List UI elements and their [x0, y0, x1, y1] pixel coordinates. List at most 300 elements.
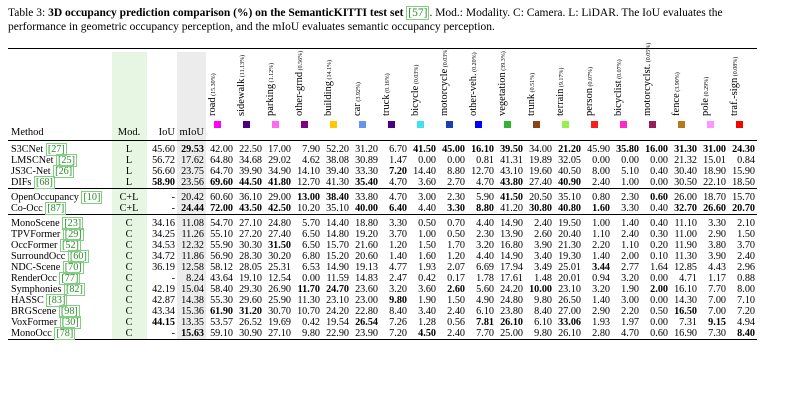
- class-value-cell: 38.08: [326, 155, 349, 166]
- class-value-cell: 24.80: [500, 295, 523, 306]
- class-value-cell: 23.90: [355, 328, 378, 339]
- class-label: [469, 52, 483, 116]
- method-name: OpenOccupancy: [11, 192, 79, 203]
- method-name: VoxFormer: [11, 317, 58, 328]
- class-value-cell: 35.80: [616, 144, 639, 155]
- class-value-cell: 3.80: [708, 240, 726, 251]
- class-value-cell: 17.61: [500, 273, 523, 284]
- class-value-cell: 7.00: [708, 295, 726, 306]
- class-value-cell: 15.70: [326, 240, 349, 251]
- class-value-cell: 1.90: [621, 284, 639, 295]
- rule-cell: [728, 340, 757, 344]
- class-value-cell: 6.10: [476, 306, 494, 317]
- iou-cell: 56.72: [152, 155, 175, 166]
- table-row: [8, 177, 757, 189]
- class-value-cell: 64.80: [210, 155, 233, 166]
- iou-cell: -: [171, 203, 175, 214]
- class-value-cell: 1.93: [592, 317, 610, 328]
- header-class-vegetation: [496, 52, 525, 141]
- class-name: [207, 73, 220, 116]
- class-value-cell: 16.10: [674, 284, 697, 295]
- class-percentage: (3.92%): [355, 82, 362, 104]
- class-value-cell: 29.60: [239, 295, 262, 306]
- class-value-cell: 14.10: [297, 166, 320, 177]
- class-value-cell: 2.60: [534, 229, 552, 240]
- rule-cell: [409, 340, 438, 344]
- class-value-cell: 38.40: [326, 192, 349, 203]
- class-value-cell: 42.00: [210, 144, 233, 155]
- class-value-cell: 17.94: [500, 262, 523, 273]
- rule-cell: [147, 340, 177, 344]
- class-value-cell: 18.70: [703, 192, 726, 203]
- class-value-cell: 41.50: [413, 144, 436, 155]
- class-value-cell: 1.00: [592, 218, 610, 229]
- class-value-cell: 35.10: [558, 192, 581, 203]
- method-name: DIFs: [11, 177, 32, 188]
- class-name: [236, 55, 249, 116]
- class-value-cell: 0.00: [621, 155, 639, 166]
- class-value-cell: 27.10: [268, 328, 291, 339]
- class-value-cell: 33.80: [355, 192, 378, 203]
- rule-cell: [525, 340, 554, 344]
- method-reference[interactable]: [87]: [47, 203, 65, 214]
- class-color-swatch: [272, 121, 279, 128]
- iou-cell: 34.72: [152, 251, 175, 262]
- class-value-cell: 2.40: [592, 177, 610, 188]
- class-value-cell: 27.40: [268, 229, 291, 240]
- miou-cell: 11.86: [177, 251, 206, 262]
- class-label: [672, 52, 686, 116]
- table-row: [8, 317, 757, 328]
- class-value-cell: 6.50: [302, 229, 320, 240]
- class-value-cell: 19.89: [529, 155, 552, 166]
- method-reference[interactable]: [26]: [55, 166, 73, 177]
- class-value-cell: 42.50: [268, 203, 291, 214]
- method-cell: [8, 177, 112, 189]
- class-value-cell: 26.10: [558, 328, 581, 339]
- class-value-cell: 7.10: [737, 295, 755, 306]
- class-value-cell: 2.90: [708, 229, 726, 240]
- class-color-swatch: [388, 121, 395, 128]
- class-value-cell: 0.88: [737, 273, 755, 284]
- modality-cell: C: [112, 218, 147, 229]
- table-row: [8, 251, 757, 262]
- class-value-cell: 30.80: [529, 203, 552, 214]
- class-value-cell: 39.50: [500, 144, 523, 155]
- class-name-text: vegetation: [496, 72, 508, 116]
- class-value-cell: 2.60: [447, 284, 465, 295]
- iou-cell: 58.90: [152, 177, 175, 188]
- class-value-cell: 1.40: [592, 251, 610, 262]
- class-value-cell: 10.00: [529, 284, 552, 295]
- iou-cell: 45.60: [152, 144, 175, 155]
- method-reference[interactable]: [29]: [64, 229, 82, 240]
- class-value-cell: 39.40: [326, 166, 349, 177]
- class-value-cell: 19.54: [326, 317, 349, 328]
- class-value-cell: 4.90: [476, 295, 494, 306]
- class-value-cell: 3.20: [592, 284, 610, 295]
- rule-cell: [351, 340, 380, 344]
- class-value-cell: 26.10: [500, 317, 523, 328]
- class-value-cell: 19.60: [529, 166, 552, 177]
- method-reference[interactable]: [60]: [69, 251, 87, 262]
- class-value-cell: 1.93: [418, 262, 436, 273]
- miou-cell: 29.53: [177, 144, 206, 155]
- class-value-cell: 15.20: [326, 251, 349, 262]
- class-value-cell: 24.20: [326, 306, 349, 317]
- miou-cell: 14.38: [177, 295, 206, 306]
- modality-cell: C: [112, 306, 147, 317]
- rule-cell: [583, 340, 612, 344]
- class-value-cell: 1.28: [418, 317, 436, 328]
- class-value-cell: 6.53: [302, 262, 320, 273]
- class-label: [295, 52, 309, 116]
- class-value-cell: 39.90: [239, 166, 262, 177]
- class-value-cell: 8.40: [389, 306, 407, 317]
- class-value-cell: 43.50: [239, 203, 262, 214]
- modality-cell: C: [112, 284, 147, 295]
- class-value-cell: 10.70: [297, 306, 320, 317]
- class-value-cell: 14.40: [413, 166, 436, 177]
- class-value-cell: 23.10: [326, 295, 349, 306]
- class-percentage: (9.17%): [558, 67, 565, 89]
- iou-cell: 36.19: [152, 262, 175, 273]
- iou-cell: 56.60: [152, 166, 175, 177]
- modality-cell: C: [112, 317, 147, 328]
- class-value-cell: 31.30: [674, 144, 697, 155]
- class-value-cell: 1.10: [621, 240, 639, 251]
- class-value-cell: 2.07: [447, 262, 465, 273]
- class-value-cell: 2.47: [389, 273, 407, 284]
- iou-cell: 42.87: [152, 295, 175, 306]
- class-color-swatch: [243, 121, 250, 128]
- table-row: [8, 295, 757, 306]
- class-value-cell: 7.70: [476, 328, 494, 339]
- class-value-cell: 22.10: [703, 177, 726, 188]
- class-value-cell: 7.20: [389, 328, 407, 339]
- class-value-cell: 26.52: [239, 317, 262, 328]
- class-value-cell: 3.40: [534, 251, 552, 262]
- class-value-cell: 21.32: [674, 155, 697, 166]
- class-percentage: (0.16%): [384, 73, 391, 95]
- class-percentage: (0.56%): [297, 50, 304, 72]
- class-value-cell: 0.94: [592, 273, 610, 284]
- method-reference[interactable]: [68]: [35, 177, 53, 188]
- class-value-cell: 31.20: [355, 144, 378, 155]
- rule-cell: [322, 340, 351, 344]
- class-value-cell: 3.20: [389, 284, 407, 295]
- class-value-cell: 0.50: [650, 306, 668, 317]
- table-caption: [8, 6, 780, 34]
- header-class-person: [583, 52, 612, 141]
- class-value-cell: 2.40: [737, 251, 755, 262]
- method-reference[interactable]: [78]: [56, 328, 74, 339]
- method-reference[interactable]: [77]: [61, 273, 79, 284]
- class-value-cell: 1.90: [418, 295, 436, 306]
- class-value-cell: 3.49: [534, 262, 552, 273]
- iou-cell: -: [171, 273, 175, 284]
- class-name-text: motorcyclst.: [641, 63, 653, 116]
- rule-cell: [264, 340, 293, 344]
- class-value-cell: 0.60: [650, 192, 668, 203]
- method-name: S3CNet: [11, 144, 44, 155]
- results-table: [8, 42, 757, 343]
- header-class-trunk: [525, 52, 554, 141]
- class-name-text: bicycle: [409, 85, 421, 116]
- class-value-cell: 23.80: [500, 306, 523, 317]
- class-color-swatch: [446, 121, 453, 128]
- class-value-cell: 6.70: [389, 144, 407, 155]
- class-value-cell: 0.00: [650, 317, 668, 328]
- class-value-cell: 24.70: [326, 284, 349, 295]
- method-reference[interactable]: [27]: [47, 144, 65, 155]
- class-value-cell: 55.10: [210, 229, 233, 240]
- class-label: [641, 42, 657, 116]
- table-row: [8, 218, 757, 229]
- method-name: NDC-Scene: [11, 262, 61, 273]
- class-value-cell: 0.56: [447, 317, 465, 328]
- class-value-cell: 8.40: [534, 306, 552, 317]
- class-value-cell: 11.90: [674, 240, 697, 251]
- class-value-cell: 13.90: [500, 229, 523, 240]
- miou-cell: 8.24: [177, 273, 206, 284]
- class-value-cell: 30.70: [268, 306, 291, 317]
- class-label: [237, 52, 251, 116]
- class-value-cell: 26.60: [703, 203, 726, 214]
- method-name: JS3C-Net: [11, 166, 51, 177]
- class-value-cell: 24.30: [732, 144, 755, 155]
- class-value-cell: 0.00: [302, 273, 320, 284]
- class-value-cell: 0.00: [650, 155, 668, 166]
- class-value-cell: 25.31: [268, 262, 291, 273]
- modality-cell: C: [112, 240, 147, 251]
- class-value-cell: 0.20: [650, 240, 668, 251]
- class-value-cell: 1.20: [389, 240, 407, 251]
- class-value-cell: 16.80: [500, 240, 523, 251]
- class-name: [294, 51, 307, 116]
- class-value-cell: 34.00: [529, 144, 552, 155]
- class-value-cell: 56.90: [210, 251, 233, 262]
- class-value-cell: 7.00: [708, 306, 726, 317]
- rule-cell: [438, 340, 467, 344]
- class-value-cell: 53.57: [210, 317, 233, 328]
- class-value-cell: 0.00: [447, 155, 465, 166]
- class-label: [382, 52, 396, 116]
- header-class-otherveh: [467, 52, 496, 141]
- class-value-cell: 2.30: [447, 192, 465, 203]
- class-percentage: (0.03%): [442, 47, 449, 69]
- class-value-cell: 43.10: [500, 166, 523, 177]
- method-reference[interactable]: [23]: [64, 218, 82, 229]
- iou-cell: -: [171, 192, 175, 203]
- method-reference[interactable]: [82]: [65, 284, 83, 295]
- class-label: [701, 52, 715, 116]
- class-name: [555, 68, 568, 116]
- caption-title: 3D occupancy prediction comparison (%) on the SemanticKITTI test set: [48, 7, 404, 19]
- miou-cell: 23.75: [177, 166, 206, 177]
- class-label: [438, 47, 454, 116]
- class-value-cell: 28.30: [239, 251, 262, 262]
- iou-cell: 42.19: [152, 284, 175, 295]
- rule-cell: [612, 340, 641, 344]
- class-value-cell: 31.50: [268, 240, 291, 251]
- class-value-cell: 2.40: [534, 218, 552, 229]
- class-value-cell: 30.30: [239, 240, 262, 251]
- class-value-cell: 3.60: [418, 177, 436, 188]
- class-value-cell: 4.40: [476, 218, 494, 229]
- class-color-swatch: [214, 121, 221, 128]
- class-name-text: other-grnd: [293, 71, 305, 116]
- class-value-cell: 11.30: [297, 295, 320, 306]
- method-cell: [8, 218, 112, 229]
- class-value-cell: 2.30: [476, 229, 494, 240]
- header-class-bicyclist: [612, 52, 641, 141]
- table-row: [8, 328, 757, 340]
- class-name-text: fence: [670, 93, 682, 116]
- class-value-cell: 14.40: [326, 218, 349, 229]
- class-value-cell: 3.30: [621, 203, 639, 214]
- class-value-cell: 25.90: [268, 295, 291, 306]
- method-reference[interactable]: [25]: [58, 155, 75, 166]
- miou-cell: 23.56: [177, 177, 206, 189]
- header-method: Method: [11, 127, 44, 138]
- class-color-swatch: [736, 121, 743, 128]
- class-value-cell: 1.48: [534, 273, 552, 284]
- header-class-othergrnd: [293, 52, 322, 141]
- method-reference[interactable]: [30]: [61, 317, 79, 328]
- class-value-cell: 21.60: [355, 240, 378, 251]
- class-value-cell: 14.90: [500, 251, 523, 262]
- class-value-cell: 5.60: [476, 284, 494, 295]
- class-value-cell: 25.01: [558, 262, 581, 273]
- iou-cell: 44.15: [152, 317, 175, 328]
- class-value-cell: 69.60: [210, 177, 233, 188]
- table-row: [8, 273, 757, 284]
- class-value-cell: 0.00: [650, 273, 668, 284]
- method-reference[interactable]: [83]: [48, 295, 66, 306]
- method-reference[interactable]: [70]: [64, 262, 82, 273]
- class-color-swatch: [591, 121, 598, 128]
- class-value-cell: 3.20: [476, 240, 494, 251]
- class-name-text: pole: [699, 97, 711, 116]
- class-value-cell: 1.60: [592, 203, 610, 214]
- method-reference[interactable]: [10]: [83, 192, 101, 203]
- class-value-cell: 27.00: [558, 306, 581, 317]
- rule-cell: [670, 340, 699, 344]
- class-value-cell: 64.70: [210, 166, 233, 177]
- rule-cell: [8, 340, 112, 344]
- class-percentage: (3.90%): [674, 72, 681, 94]
- class-value-cell: 7.90: [302, 144, 320, 155]
- header-class-building: [322, 52, 351, 141]
- class-value-cell: 2.80: [592, 328, 610, 339]
- modality-cell: C: [112, 229, 147, 240]
- class-value-cell: 2.90: [592, 306, 610, 317]
- caption-title-ref[interactable]: [57]: [408, 7, 428, 19]
- modality-cell: C+L: [112, 203, 147, 215]
- header-class-trafsign: [728, 52, 757, 141]
- class-name-text: truck: [380, 94, 392, 116]
- class-name: [265, 63, 278, 116]
- class-value-cell: 30.40: [674, 166, 697, 177]
- class-value-cell: 33.06: [558, 317, 581, 328]
- class-value-cell: 16.90: [674, 328, 697, 339]
- modality-cell: C: [112, 273, 147, 284]
- class-value-cell: 5.90: [476, 192, 494, 203]
- class-color-swatch: [649, 121, 656, 128]
- class-label: [556, 52, 570, 116]
- table-row: [8, 166, 757, 177]
- class-color-swatch: [707, 121, 714, 128]
- rule-cell: [496, 340, 525, 344]
- class-value-cell: 0.30: [650, 229, 668, 240]
- class-value-cell: 22.90: [326, 328, 349, 339]
- class-value-cell: 29.00: [268, 192, 291, 203]
- rule-cell: [206, 340, 235, 344]
- modality-cell: L: [112, 144, 147, 155]
- class-name: [613, 59, 626, 116]
- table-row: [8, 284, 757, 295]
- class-value-cell: 2.70: [447, 177, 465, 188]
- class-value-cell: 1.60: [418, 251, 436, 262]
- header-class-terrain: [554, 52, 583, 141]
- class-name-text: building: [322, 80, 334, 116]
- class-value-cell: 4.43: [708, 262, 726, 273]
- class-label: [324, 52, 338, 116]
- class-value-cell: 1.00: [621, 177, 639, 188]
- class-value-cell: 59.10: [210, 328, 233, 339]
- class-value-cell: 5.70: [302, 218, 320, 229]
- class-value-cell: 19.13: [355, 262, 378, 273]
- method-reference[interactable]: [98]: [60, 306, 78, 317]
- class-value-cell: 3.44: [592, 262, 610, 273]
- iou-cell: 34.16: [152, 218, 175, 229]
- class-value-cell: 3.60: [418, 284, 436, 295]
- method-reference[interactable]: [52]: [61, 240, 79, 251]
- method-name: BRGScene: [11, 306, 57, 317]
- class-value-cell: 20.40: [558, 229, 581, 240]
- class-value-cell: 4.94: [737, 317, 755, 328]
- table-row: [8, 155, 757, 166]
- method-name: Co-Occ: [11, 203, 43, 214]
- class-label: [498, 52, 512, 116]
- class-percentage: (39.3%): [500, 51, 507, 73]
- class-label: [208, 52, 222, 116]
- class-value-cell: 1.40: [621, 218, 639, 229]
- class-value-cell: 3.20: [621, 273, 639, 284]
- class-value-cell: 14.90: [500, 218, 523, 229]
- class-value-cell: 1.70: [447, 240, 465, 251]
- modality-cell: C: [112, 295, 147, 306]
- class-value-cell: 19.69: [268, 317, 291, 328]
- miou-cell: 12.58: [177, 262, 206, 273]
- class-value-cell: 6.50: [302, 240, 320, 251]
- class-value-cell: 34.68: [239, 155, 262, 166]
- header-iou: IoU: [158, 127, 175, 138]
- class-color-swatch: [475, 121, 482, 128]
- bottom-rule: [8, 340, 757, 344]
- class-percentage: (15.30%): [210, 73, 217, 98]
- class-value-cell: 1.78: [476, 273, 494, 284]
- miou-cell: 20.42: [177, 192, 206, 203]
- iou-cell: -: [171, 328, 175, 339]
- modality-cell: C: [112, 251, 147, 262]
- class-value-cell: 9.15: [708, 317, 726, 328]
- modality-cell: C+L: [112, 192, 147, 203]
- class-value-cell: 20.50: [529, 192, 552, 203]
- class-value-cell: 12.70: [471, 166, 494, 177]
- modality-cell: L: [112, 177, 147, 189]
